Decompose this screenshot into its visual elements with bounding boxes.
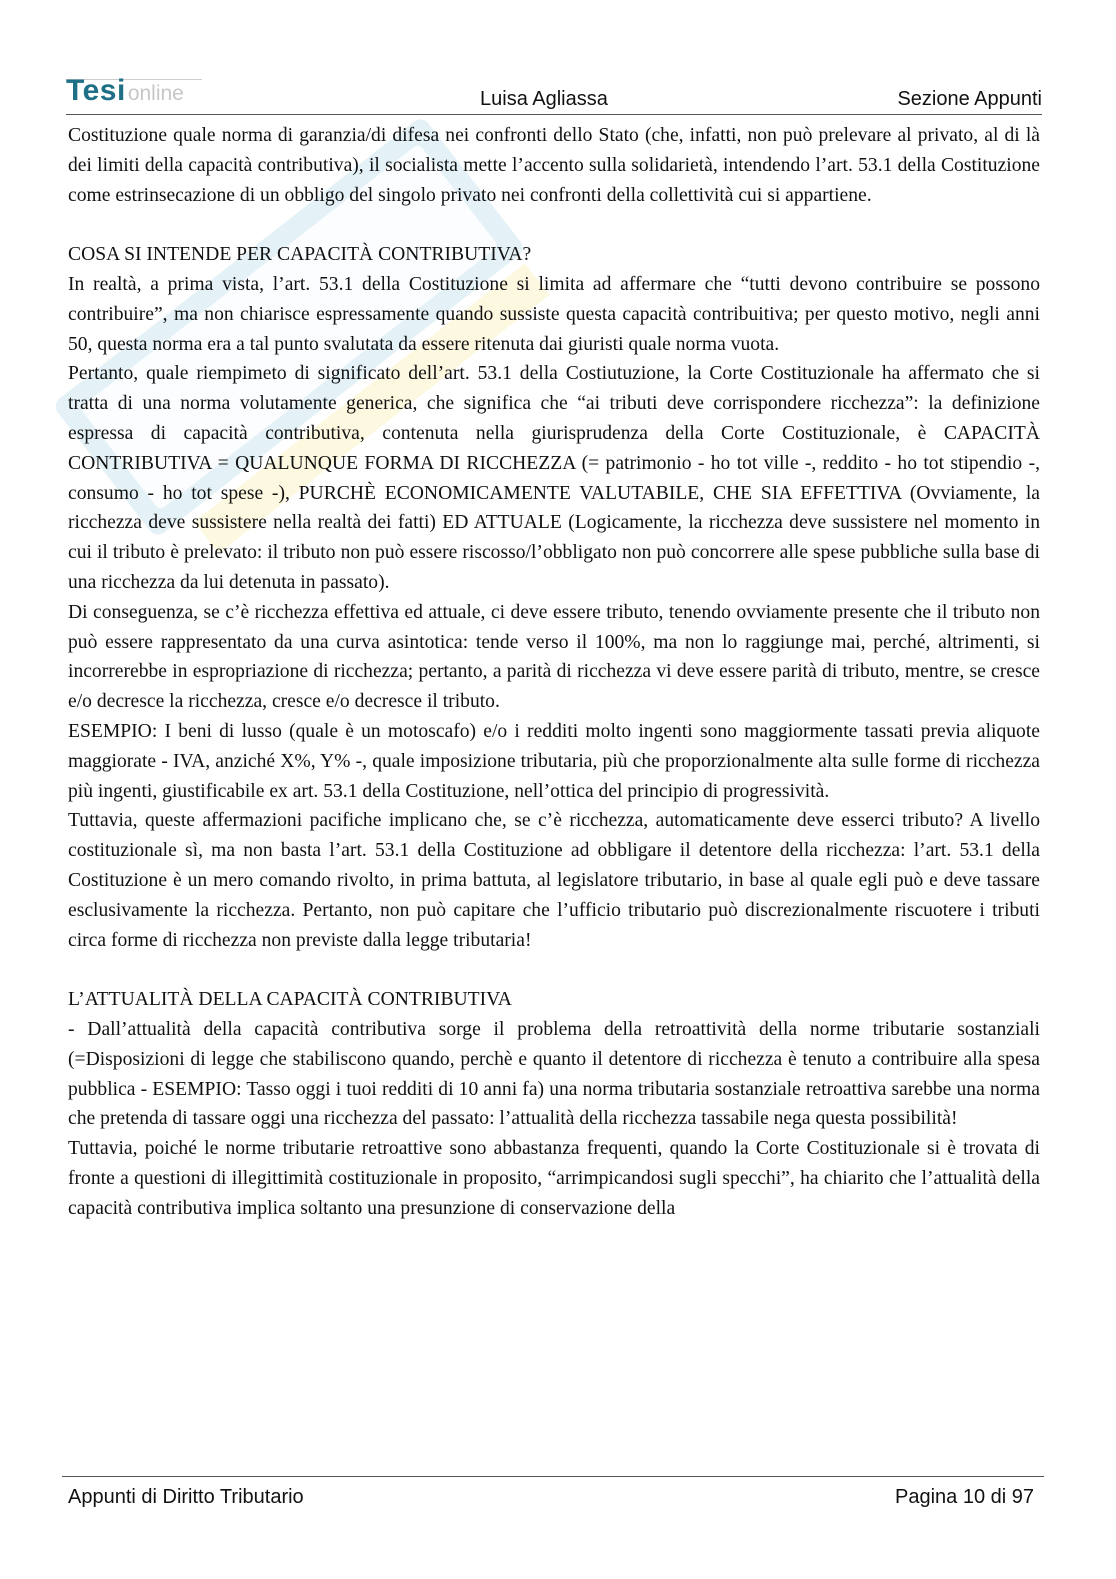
- document-body: [68, 121, 1040, 1223]
- paragraph: Costituzione quale norma di garanzia/di difesa nei confronti dello Stato (che, infatti, non può prelevare al privato, al di là dei limiti della capacità contributiva), il socialista mette l’accento sulla solidarietà, intendendo l’art. 53.1 della Costituzione come estrinsecazione di un obbligo del singolo privato nei confronti della collettività cui si appartiene.: [68, 125, 1040, 206]
- tesionline-logo: [66, 74, 184, 108]
- paragraph: Tuttavia, queste affermazioni pacifiche implicano che, se c’è ricchezza, automaticamente deve esserci tributo? A livello costituzionale sì, ma non basta l’art. 53.1 della Costituzione ad obbligare il detentore della ricchezza: l’art. 53.1 della Costituzione è un mero comando rivolto, in prima battuta, al legislatore tributario, in base al quale egli può e deve tassare esclusivamente la ricchezza. Pertanto, non può capitare che l’ufficio tributario può discrezionalmente riscuotere i tributi circa forme di ricchezza non previste dalla legge tributaria!: [68, 810, 1040, 951]
- page-number: Pagina 10 di 97: [894, 1486, 1034, 1508]
- paragraph: Di conseguenza, se c’è ricchezza effettiva ed attuale, ci deve essere tributo, tenendo ovviamente presente che il tributo non può essere rappresentato da una curva asintotica: tende verso il 100%, ma non lo raggiunge mai, perché, altrimenti, si incorrerebbe in espropriazione di ricchezza; pertanto, a parità di ricchezza vi deve essere parità di tributo, mentre, se cresce e/o decresce la ricchezza, cresce e/o decresce il tributo.: [68, 601, 1040, 713]
- section-heading: COSA SI INTENDE PER CAPACITÀ CONTRIBUTIVA?: [68, 244, 532, 266]
- paragraph: Tuttavia, poiché le norme tributarie retroattive sono abbastanza frequenti, quando la Corte Costituzionale si è trovata di fronte a questioni di illegittimità costituzionale in proposito, “arrimpicandosi sugli specchi”, ha chiarito che l’attualità della capacità contributiva implica soltanto una presunzione di conservazione della: [68, 1138, 1040, 1219]
- page-footer: [62, 1476, 1044, 1526]
- paragraph: In realtà, a prima vista, l’art. 53.1 della Costituzione si limita ad affermare che “tutti devono contribuire se possono contribuire”, ma non chiarisce espressamente quando sussiste questa capacità contribuitiva; per questo motivo, negli anni 50, questa norma era a tal punto svalutata da essere ritenuta dai giuristi quale norma vuota.: [68, 273, 1040, 355]
- footer-title: Appunti di Diritto Tributario: [68, 1486, 304, 1508]
- section-heading: L’ATTUALITÀ DELLA CAPACITÀ CONTRIBUTIVA: [68, 989, 512, 1011]
- paragraph-gap: [68, 210, 1040, 240]
- footer-divider: [62, 1476, 1044, 1477]
- header-divider: [66, 114, 1042, 115]
- paragraph-gap: [68, 955, 1040, 985]
- paragraph: Pertanto, quale riempimeto di significato dell’art. 53.1 della Costiutuzione, la Corte Costituzionale ha affermato che si tratta di una norma volutamente generica, che significa che “ai tributi deve corrispondere ricchezza”: la definizione espressa di capacità contributiva, contenuta nella giurisprudenza della Corte Costituzionale, è CAPACITÀ CONTRIBUTIVA = QUALUNQUE FORMA DI RICCHEZZA (= patrimonio - ho tot ville -, reddito - ho tot stipendio -, consumo - ho tot spese -), PURCHÈ ECONOMICAMENTE VALUTABILE, CHE SIA EFFETTIVA (Ovviamente, la ricchezza deve sussistere nella realtà dei fatti) ED ATTUALE (Logicamente, la ricchezza deve sussistere nel momento in cui il tributo è prelevato: il tributo non può essere riscosso/l’obbligato non può concorrere alle spese pubbliche sulla base di una ricchezza da lui detenuta in passato).: [68, 363, 1040, 593]
- logo-sub-text: online: [127, 82, 184, 105]
- header-author: Luisa Agliassa: [480, 88, 608, 110]
- paragraph: ESEMPIO: I beni di lusso (quale è un motoscafo) e/o i redditi molto ingenti sono maggiormente tassati previa aliquote maggiorate - IVA, anziché X%, Y% -, quale imposizione tributaria, più che proporzionalmente alta sulle forme di ricchezza più ingenti, giustificabile ex art. 53.1 della Costituzione, nell’ottica del principio di progressività.: [68, 720, 1040, 802]
- paragraph: - Dall’attualità della capacità contributiva sorge il problema della retroattività della norme tributarie sostanziali (=Disposizioni di legge che stabiliscono quando, perchè e quanto il detentore di ricchezza è tenuto a contribuire alla spesa pubblica - ESEMPIO: Tasso oggi i tuoi redditi di 10 anni fa) una norma tributaria sostanziale retroattiva sarebbe una norma che pretenda di tassare oggi una ricchezza del passato: l’attualità della ricchezza tassabile nega questa possibilità!: [68, 1018, 1040, 1130]
- header-section: Sezione Appunti: [897, 88, 1042, 110]
- page-header: [66, 72, 1042, 114]
- logo-main-text: Tesi: [66, 74, 126, 107]
